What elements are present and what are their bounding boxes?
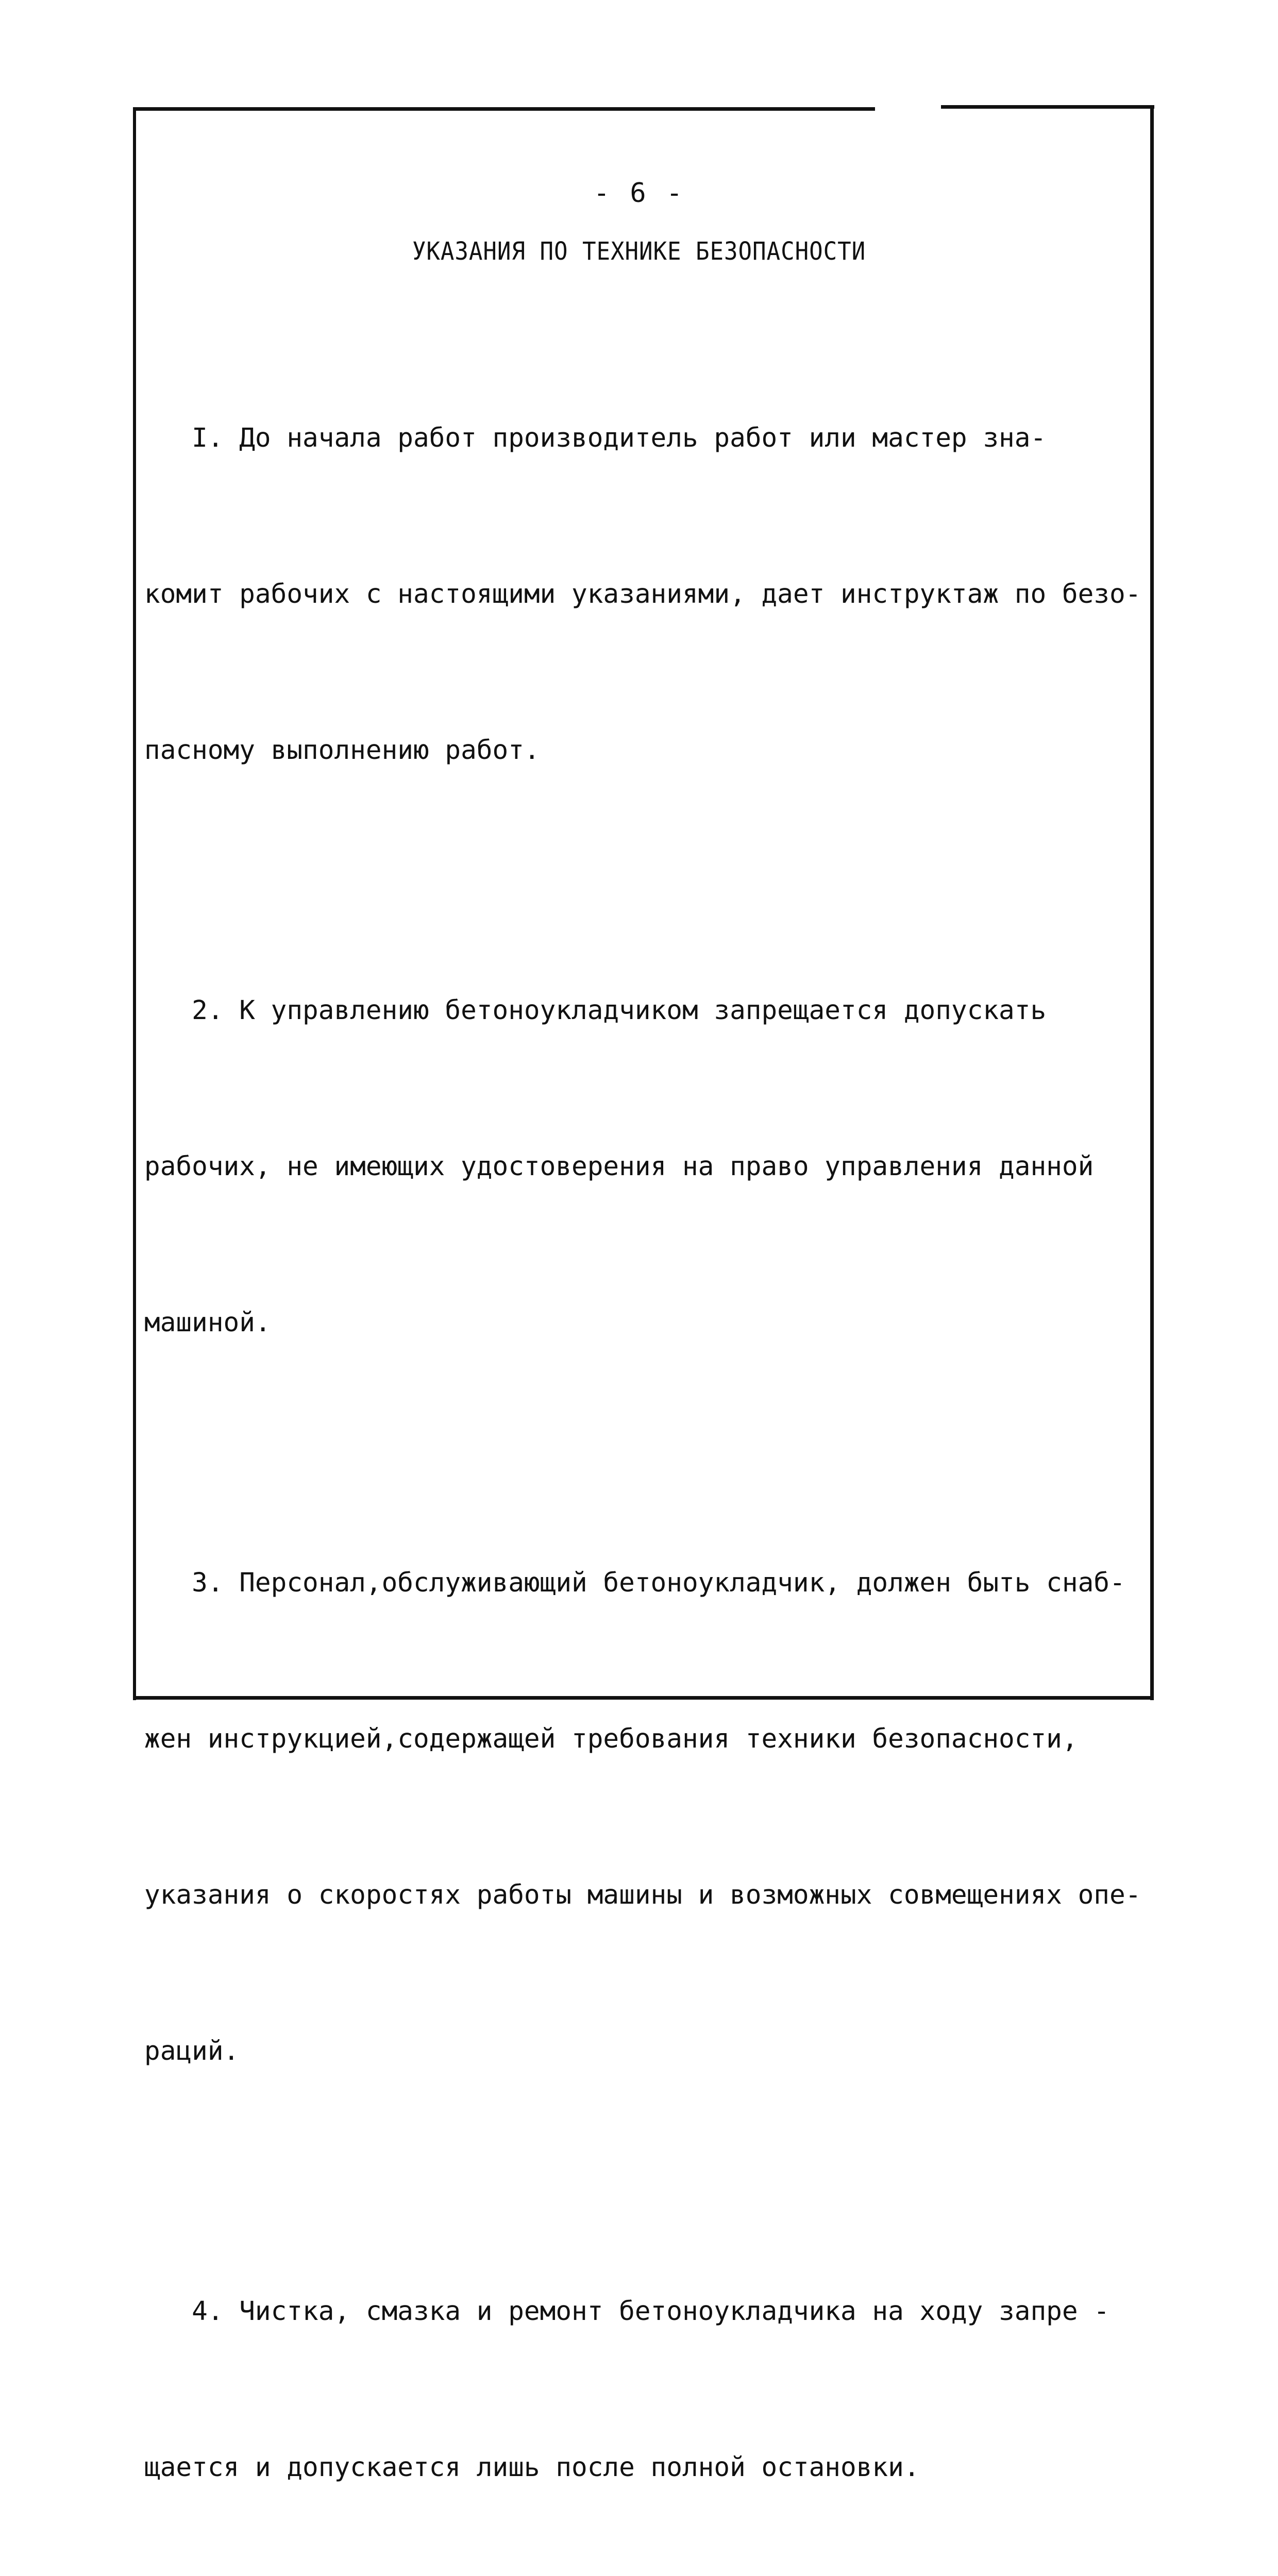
instructions-list: [144, 308, 1141, 2576]
text-line: пасному выполнению работ.: [144, 735, 540, 766]
frame-right-border: [1150, 105, 1154, 1700]
frame-top-border-right: [941, 105, 1154, 109]
text-line: щается и допускается лишь после полной остановки.: [144, 2452, 920, 2483]
text-line: раций.: [144, 2036, 240, 2066]
frame-top-border: [133, 107, 875, 111]
text-line: рабочих, не имеющих удостоверения на право управления данной: [144, 1151, 1094, 1182]
text-line: жен инструкцией,содержащей требования техники безопасности,: [144, 1724, 1078, 1754]
text-line: комит рабочих с настоящими указаниями, дает инструктаж по безо-: [144, 579, 1141, 609]
list-item: [144, 2181, 1141, 2576]
text-line: 2. К управлению бетоноукладчиком запрещается допускать: [144, 995, 1047, 1026]
text-line: машиной.: [144, 1308, 271, 1338]
text-line: 4. Чистка, смазка и ремонт бетоноукладчика на ходу запре -: [144, 2296, 1109, 2327]
page-title: УКАЗАНИЯ ПО ТЕХНИКЕ БЕЗОПАСНОСТИ: [412, 237, 866, 266]
list-item: [144, 880, 1141, 1453]
text-line: указания о скоростях работы машины и возможных совмещениях опе-: [144, 1880, 1141, 1910]
frame-left-border: [133, 107, 136, 1700]
page-number: - 6 -: [593, 178, 685, 209]
list-item: [144, 1453, 1141, 2181]
text-line: 3. Персонал,обслуживающий бетоноукладчик, должен быть снаб-: [144, 1568, 1125, 1598]
text-line: I. До начала работ производитель работ или мастер зна-: [144, 423, 1047, 453]
list-item: [144, 308, 1141, 880]
